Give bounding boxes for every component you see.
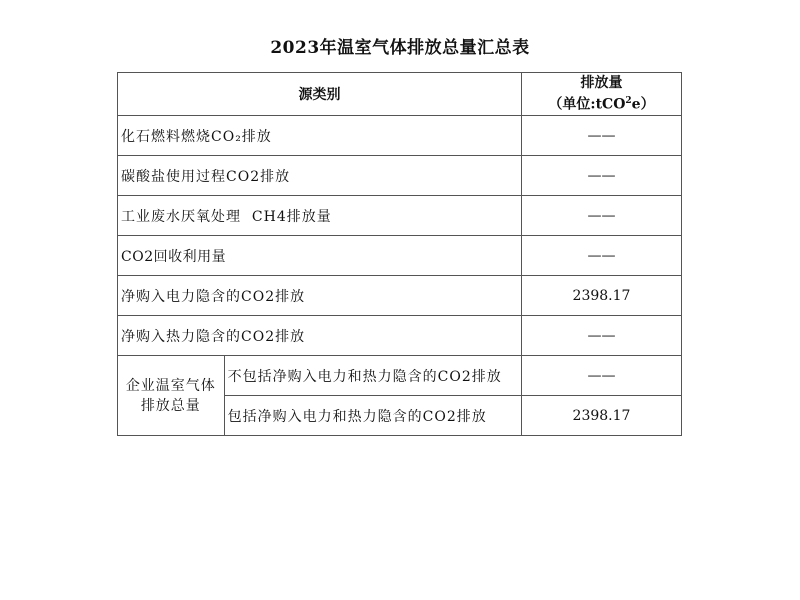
row-label-wastewater: 工业废水厌氧处理 CH4排放量	[118, 196, 522, 236]
row-label-total-including: 包括净购入电力和热力隐含的CO2排放	[224, 396, 521, 436]
row-value-purchased-electricity: 2398.17	[522, 276, 682, 316]
emission-summary-table	[117, 72, 682, 436]
header-emission-label: 排放量	[580, 75, 623, 92]
table-row	[118, 116, 682, 156]
row-label-purchased-electricity: 净购入电力隐含的CO2排放	[118, 276, 522, 316]
header-emission-amount	[522, 73, 682, 116]
row-value-fossil-fuel: ——	[522, 116, 682, 156]
row-label-co2-recovery: CO2回收利用量	[118, 236, 522, 276]
row-value-co2-recovery: ——	[522, 236, 682, 276]
header-source-category: 源类别	[118, 73, 522, 116]
table-row	[118, 316, 682, 356]
row-label-carbonate: 碳酸盐使用过程CO2排放	[118, 156, 522, 196]
row-label-purchased-heat: 净购入热力隐含的CO2排放	[118, 316, 522, 356]
page-title: 2023年温室气体排放总量汇总表	[270, 38, 530, 58]
header-emission-unit: （单位:tCO$^2$e）	[548, 96, 655, 113]
row-value-carbonate: ——	[522, 156, 682, 196]
table-header-row	[118, 73, 682, 116]
row-label-total-excluding: 不包括净购入电力和热力隐含的CO2排放	[224, 356, 521, 396]
row-value-total-excluding: ——	[522, 356, 682, 396]
total-group-label: 企业温室气体排放总量	[118, 356, 225, 436]
table-row	[118, 156, 682, 196]
table-row	[118, 276, 682, 316]
table-row	[118, 236, 682, 276]
row-value-wastewater: ——	[522, 196, 682, 236]
row-label-fossil-fuel: 化石燃料燃烧CO₂排放	[118, 116, 522, 156]
table-row	[118, 196, 682, 236]
table-row	[118, 356, 682, 396]
row-value-total-including: 2398.17	[522, 396, 682, 436]
row-value-purchased-heat: ——	[522, 316, 682, 356]
